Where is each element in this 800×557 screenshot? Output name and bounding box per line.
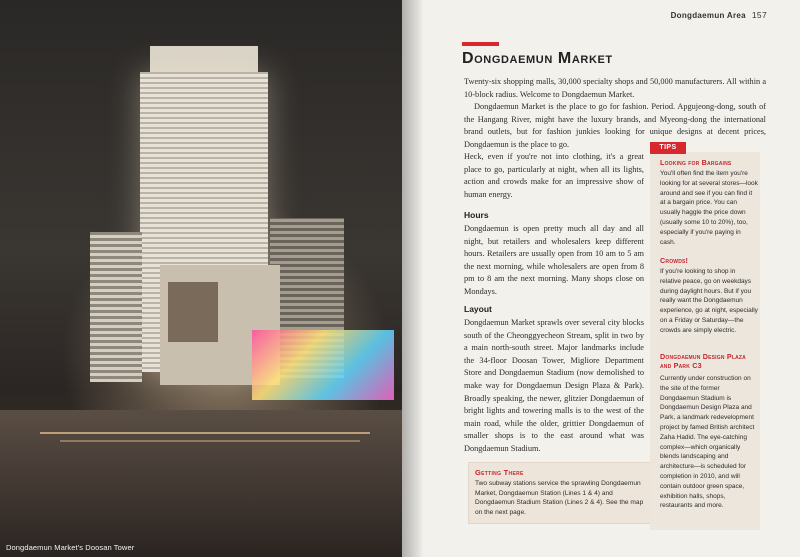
building-left xyxy=(90,232,142,382)
tip-heading: Looking for Bargains xyxy=(660,158,732,167)
light-streak xyxy=(40,432,370,434)
tip-text: If you're looking to shop in relative peace, go on weekdays during daylight hours. But if you really want the Dongdaemun experience, go at night, especially on a Friday or Saturday—the crowds are simply electric. xyxy=(660,268,758,334)
page-number: 157 xyxy=(751,10,767,20)
running-head xyxy=(671,10,767,20)
getting-there-heading: Getting There xyxy=(475,468,524,477)
photo-caption: Dongdaemun Market's Doosan Tower xyxy=(6,543,135,552)
neon-facade xyxy=(252,330,394,400)
tip-heading: Crowds! xyxy=(660,256,689,265)
intro-text xyxy=(464,76,766,152)
intro-paragraph: Twenty-six shopping malls, 30,000 specialty shops and 50,000 manufacturers. All within a 10-block radius. Welcome to Dongdaemun Market. xyxy=(464,77,766,99)
title-accent-bar xyxy=(462,42,499,46)
getting-there-box xyxy=(468,462,654,524)
intro-paragraph: Dongdaemun Market is the place to go for fashion. Period. Apgujeong-dong, south of the Hangang River, might have the luxury brands, and Myeong-dong the international brand outlets, but for fashion junkies looking for unique designs at decent prices, Dongdaemun is the place to go. xyxy=(464,102,766,149)
gutter-shadow xyxy=(402,0,424,557)
hours-text: Dongdaemun is open pretty much all day and all night, but retailers and wholesalers keep different hours. Retailers are usually open from 10 am to 5 am the next morning, while wholesalers are open from 8 pm to 8 am the next morning. Many shops close on Mondays. xyxy=(464,224,644,296)
tip-text: Currently under construction on the site of the former Dongdaemun Stadium is Dongdaemun Design Plaza and Park, a landmark redevelopment project by famed British architect Zaha Hadid. The eye-catching complex—which organically blends landscaping and architecture—is scheduled for completion in 2010, and will contain outdoor green space, exhibition halls, shops, restaurants and more. xyxy=(660,375,755,510)
tips-tab: TIPS xyxy=(650,142,686,154)
layout-text: Dongdaemun Market sprawls over several city blocks south of the Cheonggyecheon Stream, split in two by a main north-south street. Major landmarks include the 34-floor Doosan Tower, Migliore Department Store and Dongdaemun Stadium (now demolished to make way for Dongdaemun Design Plaza & Park). Broadly speaking, the newer, glitzier Dongdaemun of bright lights and towering malls is to the west of the main road, while the older, grittier Dongdaemun of smaller shops is to the east around what was Dongdaemun Stadium. xyxy=(464,318,644,453)
intro-paragraph-3: Heck, even if you're not into clothing, it's a great place to go, particularly at night, when all its lights, action and crowds make for an impressive show of human energy. xyxy=(464,152,644,199)
tip-heading: Dongdaemun Design Plaza and Park C3 xyxy=(660,352,746,370)
tip-text: You'll often find the item you're looking for at several stores—look around and see if you can find it at a bargain price. You can usually haggle the price down (usually some 10 to 20%), too, especially if you're paying in cash. xyxy=(660,170,758,246)
light-streak xyxy=(60,440,360,442)
billboard xyxy=(168,282,218,342)
text-page xyxy=(402,0,800,557)
running-head-section: Dongdaemun Area xyxy=(670,11,746,20)
layout-heading: Layout xyxy=(464,304,492,314)
page-title: Dongdaemun Market xyxy=(462,50,613,67)
hours-heading: Hours xyxy=(464,210,489,220)
getting-there-text: Two subway stations service the sprawling Dongdaemun Market, Dongdaemun Station (Lines 1 & 4) and Dongdaemun Stadium Station (Lines 2 & 4). See the map on the next page. xyxy=(475,480,644,516)
